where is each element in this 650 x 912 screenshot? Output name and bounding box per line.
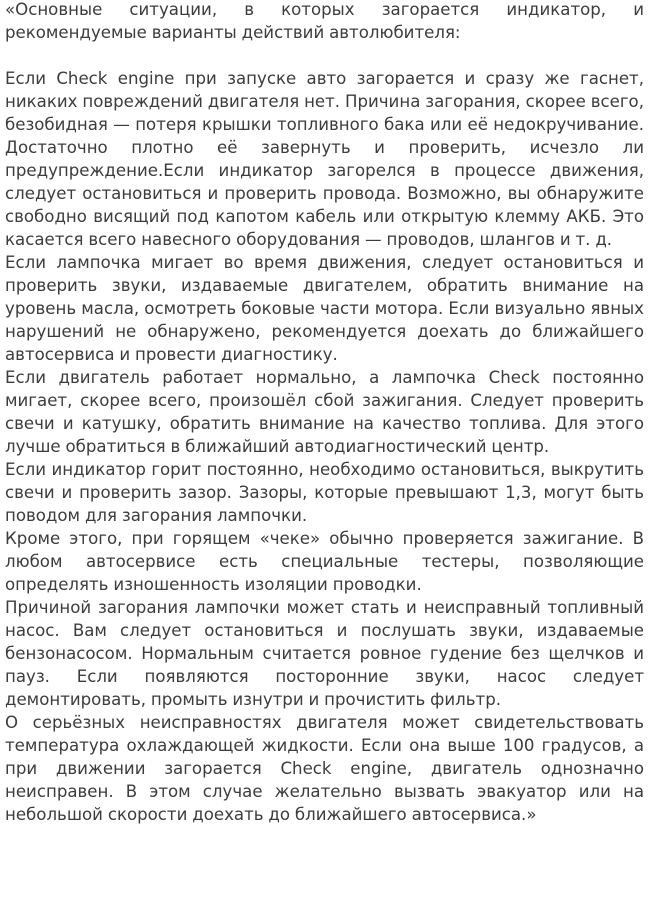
paragraph-gap xyxy=(5,44,644,67)
paragraph-ignition-failure: Если двигатель работает нормально, а лампочка Check постоянно мигает, скорее всего, произошёл сбой зажигания. Следует проверить свечи и катушку, обратить внимание на качество топлива. Для этого лучше обратиться в ближайший автодиагностический центр. xyxy=(5,368,644,456)
paragraph-coolant-temperature: О серьёзных неисправностях двигателя может свидетельствовать температура охлаждающей жидкости. Если она выше 100 градусов, а при движении загорается Check engine, двигатель однозначно неисправен. В этом случае желательно вызвать эвакуатор или на небольшой скорости доехать до ближайшего автосервиса.» xyxy=(5,713,644,824)
paragraph-blinking-while-driving: Если лампочка мигает во время движения, следует остановиться и проверить звуки, издаваемые двигателем, обратить внимание на уровень масла, осмотреть боковые части мотора. Если визуально явных нарушений не обнаружено, рекомендуется доехать до ближайшего автосервиса и провести диагностику. xyxy=(5,253,644,364)
paragraph-constant-light: Если индикатор горит постоянно, необходимо остановиться, выкрутить свечи и проверить зазор. Зазоры, которые превышают 1,3, могут быть поводом для загорания лампочки. xyxy=(5,460,644,525)
intro-paragraph: «Основные ситуации, в которых загорается индикатор, и рекомендуемые варианты действий автолюбителя: xyxy=(5,0,644,42)
paragraph-ignition-check: Кроме этого, при горящем «чеке» обычно проверяется зажигание. В любом автосервисе есть специальные тестеры, позволяющие определять изношенность изоляции проводки. xyxy=(5,529,644,594)
paragraph-fuel-pump: Причиной загорания лампочки может стать и неисправный топливный насос. Вам следует остановиться и послушать звуки, издаваемые бензонасосом. Нормальным считается ровное гудение без щелчков и пауз. Если появляются посторонние звуки, насос следует демонтировать, промыть изнутри и прочистить фильтр. xyxy=(5,598,644,709)
paragraph-check-engine-start: Если Check engine при запуске авто загорается и сразу же гаснет, никаких повреждений двигателя нет. Причина загорания, скорее всего, безобидная — потеря крышки топливного бака или её недокручивание. Достаточно плотно её завернуть и проверить, исчезло ли предупреждение.Если индикатор загорелся в процессе движения, следует остановиться и проверить провода. Возможно, вы обнаружите свободно висящий под капотом кабель или открытую клемму АКБ. Это касается всего навесного оборудования — проводов, шлангов и т. д. xyxy=(5,69,644,249)
